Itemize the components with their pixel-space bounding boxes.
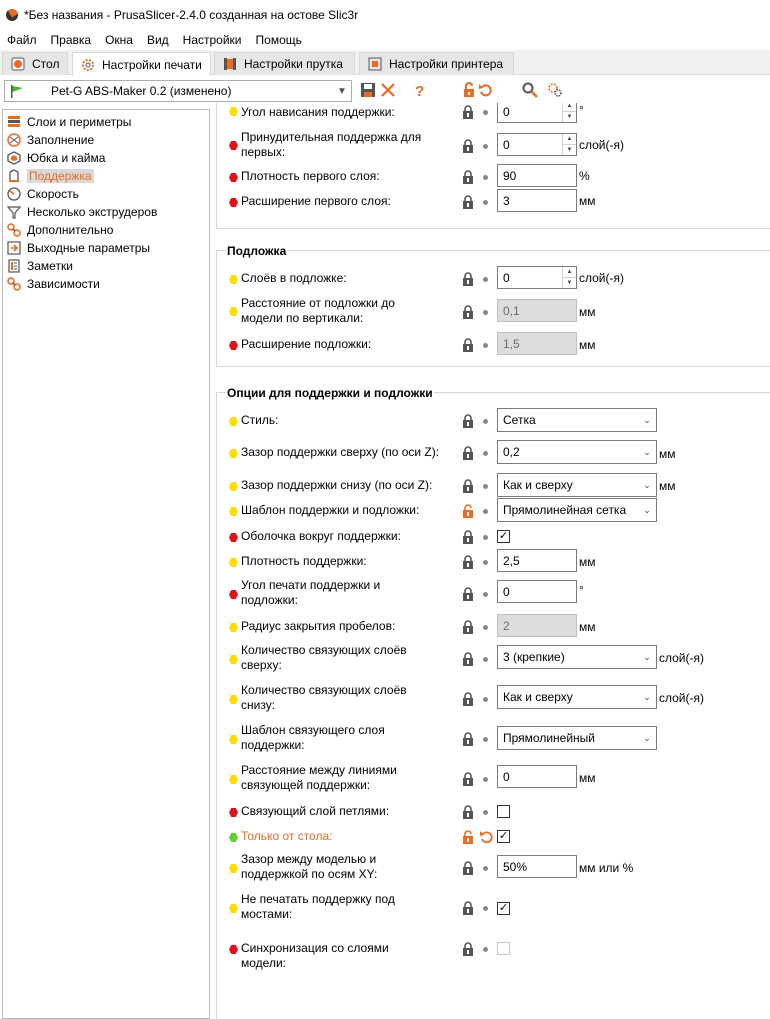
menu-settings[interactable]: Настройки [182, 33, 242, 47]
mode-simple-icon [229, 735, 238, 744]
system-value-dot-icon [483, 509, 488, 514]
lock-icon [461, 530, 475, 544]
bottom-contact-distance-select[interactable]: Как и сверху ⌄ [497, 473, 657, 497]
window-title: *Без названия - PrusaSlicer-2.4.0 созданная на остове Slic3r [24, 8, 359, 22]
tab-filament-settings[interactable]: Настройки прутка [214, 52, 355, 75]
mode-simple-icon [229, 275, 238, 284]
raft-group-title: Подложка [227, 244, 287, 258]
nav-dependencies[interactable]: Зависимости [7, 275, 100, 292]
mode-simple-icon [229, 482, 238, 491]
system-value-dot-icon [483, 906, 488, 911]
bottom-interface-layers-select[interactable]: Как и сверху ⌄ [497, 685, 657, 709]
buildplate-only-checkbox[interactable]: ✓ [498, 830, 509, 842]
settings-page [216, 103, 770, 1019]
mode-expert-icon [229, 808, 238, 817]
interface-pattern-select[interactable]: Прямолинейный ⌄ [497, 726, 657, 750]
setting-row: Зазор поддержки снизу (по оси Z): Как и сверху ⌄ мм [216, 473, 770, 497]
lock-icon [461, 692, 475, 706]
nav-support[interactable]: Поддержка [7, 167, 94, 184]
system-value-dot-icon [483, 419, 488, 424]
top-contact-distance-select[interactable]: 0,2 ⌄ [497, 440, 657, 464]
funnel-icon [7, 205, 21, 219]
setting-row: Расширение подложки: 1,5 мм [216, 332, 770, 356]
lock-icon [461, 170, 475, 184]
preset-name: Pet-G ABS-Maker 0.2 (изменено) [51, 84, 232, 98]
system-value-dot-icon [483, 657, 488, 662]
mode-expert-icon [229, 141, 238, 150]
lock-icon [461, 272, 475, 286]
nav-multiple-extruders[interactable]: Несколько экструдеров [7, 203, 157, 220]
printer-icon [368, 57, 382, 71]
unlocked-icon[interactable] [461, 830, 475, 844]
support-options-title: Опции для поддержки и подложки [227, 386, 433, 400]
system-value-dot-icon [483, 277, 488, 282]
mode-simple-icon [229, 417, 238, 426]
setting-row: Шаблон поддержки и подложки: Прямолинейная сетка ⌄ [216, 498, 770, 522]
nav-output-options[interactable]: Выходные параметры [7, 239, 150, 256]
system-value-dot-icon [483, 947, 488, 952]
mode-simple-icon [229, 307, 238, 316]
chevron-down-icon: ⌄ [643, 691, 651, 702]
preset-select[interactable] [4, 80, 352, 102]
system-value-dot-icon [483, 697, 488, 702]
lock-icon [461, 732, 475, 746]
lock-icon [461, 772, 475, 786]
menu-bar [0, 30, 309, 50]
nav-layers-perimeters[interactable]: Слои и периметры [7, 113, 131, 130]
lock-icon [461, 942, 475, 956]
settings-nav [2, 109, 210, 1019]
spin-buttons[interactable]: ▲ ▼ [562, 103, 576, 122]
top-interface-layers-select[interactable]: 3 (крепкие) ⌄ [497, 645, 657, 669]
system-value-dot-icon [483, 737, 488, 742]
setting-row: Расстояние между линиями связующей поддержки: 0 мм [216, 763, 770, 795]
wrench-icon [7, 223, 21, 237]
spool-icon [223, 57, 237, 71]
system-value-dot-icon [483, 144, 488, 149]
mode-simple-icon [229, 864, 238, 873]
mode-beginner-icon [229, 833, 238, 842]
menu-file[interactable]: Файл [7, 33, 37, 47]
interface-spacing-input[interactable]: 0 [497, 765, 577, 788]
setting-row: Зазор поддержки сверху (по оси Z): 0,2 ⌄ мм [216, 440, 770, 464]
lock-icon [461, 479, 475, 493]
lock-icon [461, 901, 475, 915]
support-angle-input[interactable]: 0 [497, 580, 577, 603]
menu-help[interactable]: Помощь [255, 33, 302, 47]
first-layer-expansion-input[interactable]: 3 [497, 189, 577, 212]
lock-icon [461, 587, 475, 601]
support-style-select[interactable]: Сетка ⌄ [497, 408, 657, 432]
first-layer-density-input[interactable]: 90 [497, 164, 577, 187]
prusaslicer-logo-icon [6, 9, 18, 21]
interface-loops-checkbox[interactable] [497, 805, 510, 818]
mode-simple-icon [229, 775, 238, 784]
system-value-dot-icon [483, 777, 488, 782]
dont-support-bridges-checkbox[interactable]: ✓ [498, 902, 509, 914]
question-icon [411, 82, 427, 98]
system-value-dot-icon [483, 310, 488, 315]
chevron-down-icon: ⌄ [643, 732, 651, 743]
lock-icon [461, 139, 475, 153]
support-icon [7, 169, 21, 183]
setting-row: Плотность поддержки: 2,5 мм [216, 549, 770, 573]
spin-buttons[interactable]: ▲ ▼ [562, 267, 576, 288]
nav-infill[interactable]: Заполнение [7, 131, 94, 148]
setting-row: Шаблон связующего слоя поддержки: Прямолинейный ⌄ [216, 723, 770, 755]
plater-icon [11, 57, 25, 71]
setting-row: Угол печати поддержки и подложки: 0 ° [216, 578, 770, 610]
notes-icon [7, 259, 21, 273]
lock-icon [461, 446, 475, 460]
system-value-dot-icon [483, 343, 488, 348]
output-icon [7, 241, 21, 255]
system-value-dot-icon [483, 592, 488, 597]
lock-icon [461, 620, 475, 634]
lock-icon [461, 805, 475, 819]
xy-distance-input[interactable]: 50% [497, 855, 577, 878]
setting-row: Плотность первого слоя: 90 % [216, 164, 770, 188]
skirt-icon [7, 151, 21, 165]
menu-window[interactable]: Окна [105, 33, 133, 47]
closing-radius-input[interactable]: 2 [497, 614, 577, 637]
mode-simple-icon [229, 655, 238, 664]
lock-icon [461, 105, 475, 119]
menu-view[interactable]: Вид [146, 33, 169, 47]
menu-edit[interactable]: Правка [50, 33, 92, 47]
overhang-threshold-input[interactable]: 0 ▲ ▼ [497, 103, 577, 123]
mode-expert-icon [229, 173, 238, 182]
setting-row: Только от стола: ✓ [216, 825, 770, 847]
search-icon [522, 82, 538, 98]
setting-row: Радиус закрытия пробелов: 2 мм [216, 614, 770, 638]
system-value-dot-icon [483, 200, 488, 205]
nav-notes[interactable]: Заметки [7, 257, 73, 274]
mode-simple-icon [229, 107, 238, 116]
lock-icon [461, 652, 475, 666]
system-value-dot-icon [483, 625, 488, 630]
nav-skirt-brim[interactable]: Юбка и кайма [7, 149, 105, 166]
setting-row: Расширение первого слоя: 3 мм [216, 189, 770, 213]
help-button[interactable] [409, 80, 429, 100]
search-button[interactable] [520, 80, 540, 100]
chevron-down-icon: ⌄ [643, 414, 651, 425]
mode-simple-icon [229, 558, 238, 567]
lock-icon [461, 555, 475, 569]
flag-icon [9, 84, 25, 98]
wrench-icon [7, 277, 21, 291]
setting-row: Расстояние от подложки до модели по вертикали: 0,1 мм [216, 296, 770, 326]
system-value-dot-icon [483, 535, 488, 540]
lock-icon [461, 861, 475, 875]
system-value-dot-icon [483, 175, 488, 180]
synchronize-layers-checkbox[interactable] [497, 942, 510, 955]
mode-simple-icon [229, 904, 238, 913]
lock-icon [461, 305, 475, 319]
main-tabs [0, 50, 770, 75]
system-value-dot-icon [483, 484, 488, 489]
setting-row: Угол нависания поддержки: 0 ▲ ▼ ° [216, 103, 770, 123]
title-bar [0, 0, 770, 30]
unlocked-icon[interactable] [461, 504, 475, 518]
undo-arrow-icon [478, 82, 494, 98]
mode-settings-button[interactable] [545, 80, 565, 100]
setting-row: Количество связующих слоёв сверху: 3 (крепкие) ⌄ слой(-я) [216, 643, 770, 675]
mode-simple-icon [229, 695, 238, 704]
nav-speed[interactable]: Скорость [7, 185, 79, 202]
save-preset-button[interactable] [358, 80, 378, 100]
setting-row: Слоёв в подложке: 0 ▲ ▼ слой(-я) [216, 266, 770, 290]
setting-row: Количество связующих слоёв снизу: Как и сверху ⌄ слой(-я) [216, 683, 770, 715]
mode-expert-icon [229, 341, 238, 350]
mode-simple-icon [229, 507, 238, 516]
raft-layers-input[interactable]: 0 ▲ ▼ [497, 266, 577, 289]
system-value-dot-icon [483, 560, 488, 565]
spin-buttons[interactable]: ▲ ▼ [562, 134, 576, 155]
chevron-down-icon: ⌄ [643, 479, 651, 490]
cross-icon [380, 82, 396, 98]
svg-text:?: ? [415, 83, 425, 98]
mode-simple-icon [229, 623, 238, 632]
mode-expert-icon [229, 590, 238, 599]
chevron-down-icon: ⌄ [643, 651, 651, 662]
setting-row: Стиль: Сетка ⌄ [216, 408, 770, 432]
mode-expert-icon [229, 945, 238, 954]
mode-simple-icon [229, 449, 238, 458]
with-sheath-checkbox[interactable]: ✓ [498, 530, 509, 542]
undo-arrow-icon[interactable] [479, 830, 493, 844]
infill-icon [7, 133, 21, 147]
support-pattern-select[interactable]: Прямолинейная сетка ⌄ [497, 498, 657, 522]
setting-row: Связующий слой петлями: [216, 800, 770, 822]
mode-expert-icon [229, 533, 238, 542]
save-icon [360, 82, 376, 98]
lock-icon [461, 414, 475, 428]
lock-icon [461, 195, 475, 209]
delete-preset-button[interactable] [378, 80, 398, 100]
support-spacing-input[interactable]: 2,5 [497, 549, 577, 572]
nav-advanced[interactable]: Дополнительно [7, 221, 113, 238]
setting-row: Принудительная поддержка для первых: 0 ▲ ▼ слой(-я) [216, 130, 770, 160]
setting-row: Не печатать поддержку под мостами: ✓ [216, 892, 770, 924]
undo-all-button[interactable] [476, 80, 496, 100]
raft-contact-distance-input[interactable]: 0,1 [497, 299, 577, 322]
setting-row: Зазор между моделью и поддержкой по осям XY: 50% мм или % [216, 852, 770, 884]
cog-icon [81, 58, 95, 72]
system-value-dot-icon [483, 110, 488, 115]
setting-row: Оболочка вокруг поддержки: ✓ [216, 525, 770, 547]
speed-icon [7, 187, 21, 201]
tab-print-settings[interactable]: Настройки печати [72, 52, 211, 76]
cog-search-icon [547, 82, 563, 98]
enforce-support-layers-input[interactable]: 0 ▲ ▼ [497, 133, 577, 156]
system-value-dot-icon [483, 451, 488, 456]
lock-icon [461, 338, 475, 352]
mode-expert-icon [229, 198, 238, 207]
system-value-dot-icon [483, 866, 488, 871]
chevron-down-icon: ⌄ [643, 504, 651, 515]
chevron-down-icon: ▼ [337, 85, 347, 97]
raft-expansion-input[interactable]: 1,5 [497, 332, 577, 355]
tab-printer-settings[interactable]: Настройки принтера [359, 52, 514, 75]
setting-row: Синхронизация со слоями модели: [216, 937, 770, 959]
system-value-dot-icon [483, 810, 488, 815]
chevron-down-icon: ⌄ [643, 446, 651, 457]
tab-plater[interactable]: Стол [2, 52, 68, 75]
layers-icon [7, 115, 21, 129]
